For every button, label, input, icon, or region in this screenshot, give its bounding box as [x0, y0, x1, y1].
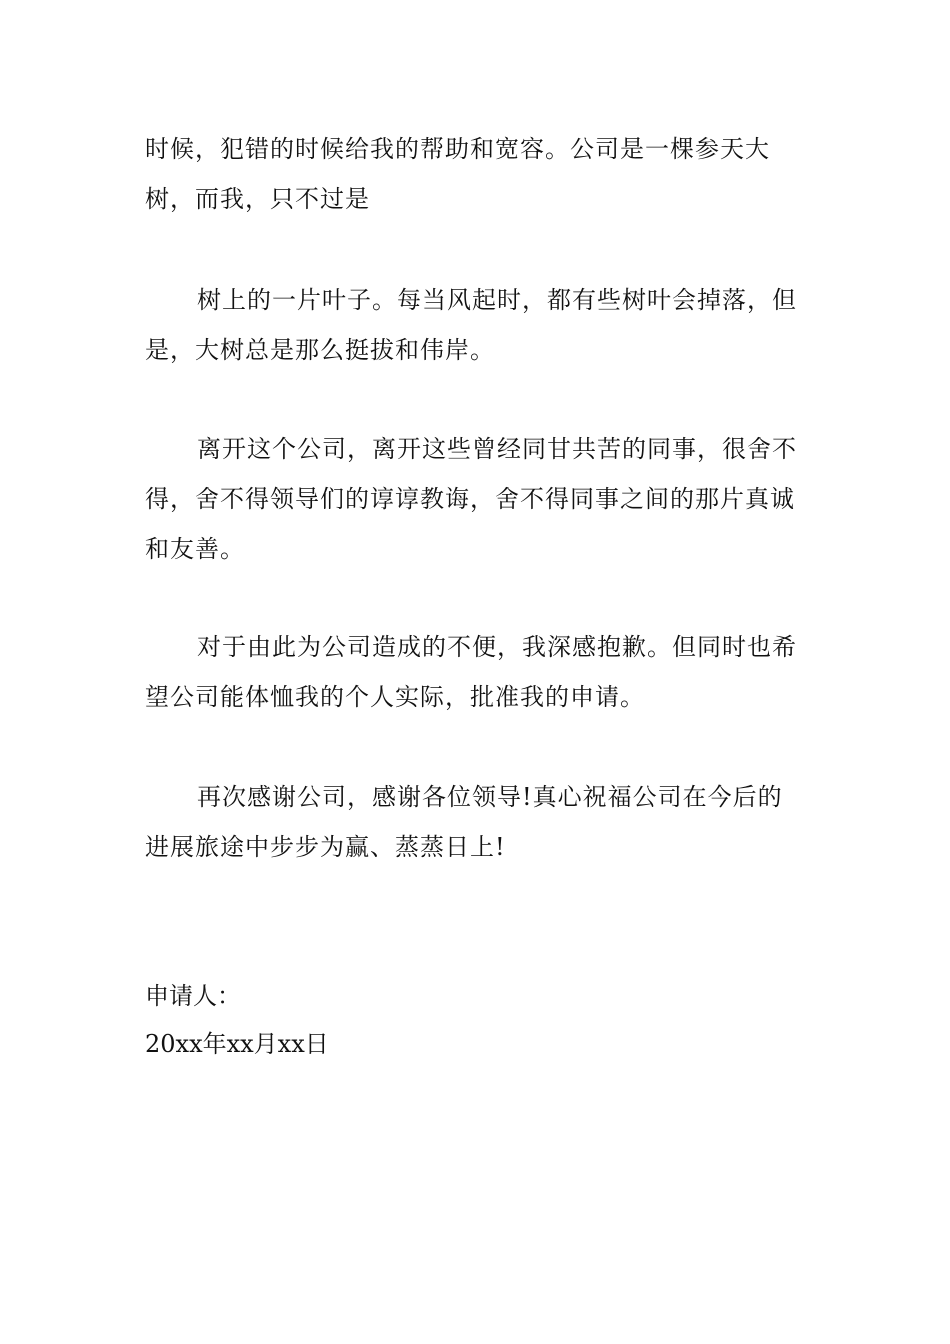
- paragraph-5: 再次感谢公司，感谢各位领导!真心祝福公司在今后的进展旅途中步步为赢、蒸蒸日上!: [145, 783, 783, 861]
- signature-date: 20xx年xx月xx日: [145, 1030, 329, 1058]
- paragraph-3: 离开这个公司，离开这些曾经同甘共苦的同事，很舍不得，舍不得领导们的谆谆教诲，舍不得同事之间的那片真诚和友善。: [145, 435, 797, 563]
- paragraph-1: 时候，犯错的时候给我的帮助和宽容。公司是一棵参天大树，而我，只不过是: [145, 135, 770, 213]
- paragraph-2: 树上的一片叶子。每当风起时，都有些树叶会掉落，但是，大树总是那么挺拔和伟岸。: [145, 286, 797, 364]
- paragraph-4: 对于由此为公司造成的不便，我深感抱歉。但同时也希望公司能体恤我的个人实际，批准我的申请。: [145, 633, 797, 711]
- applicant-label: 申请人：: [145, 982, 241, 1010]
